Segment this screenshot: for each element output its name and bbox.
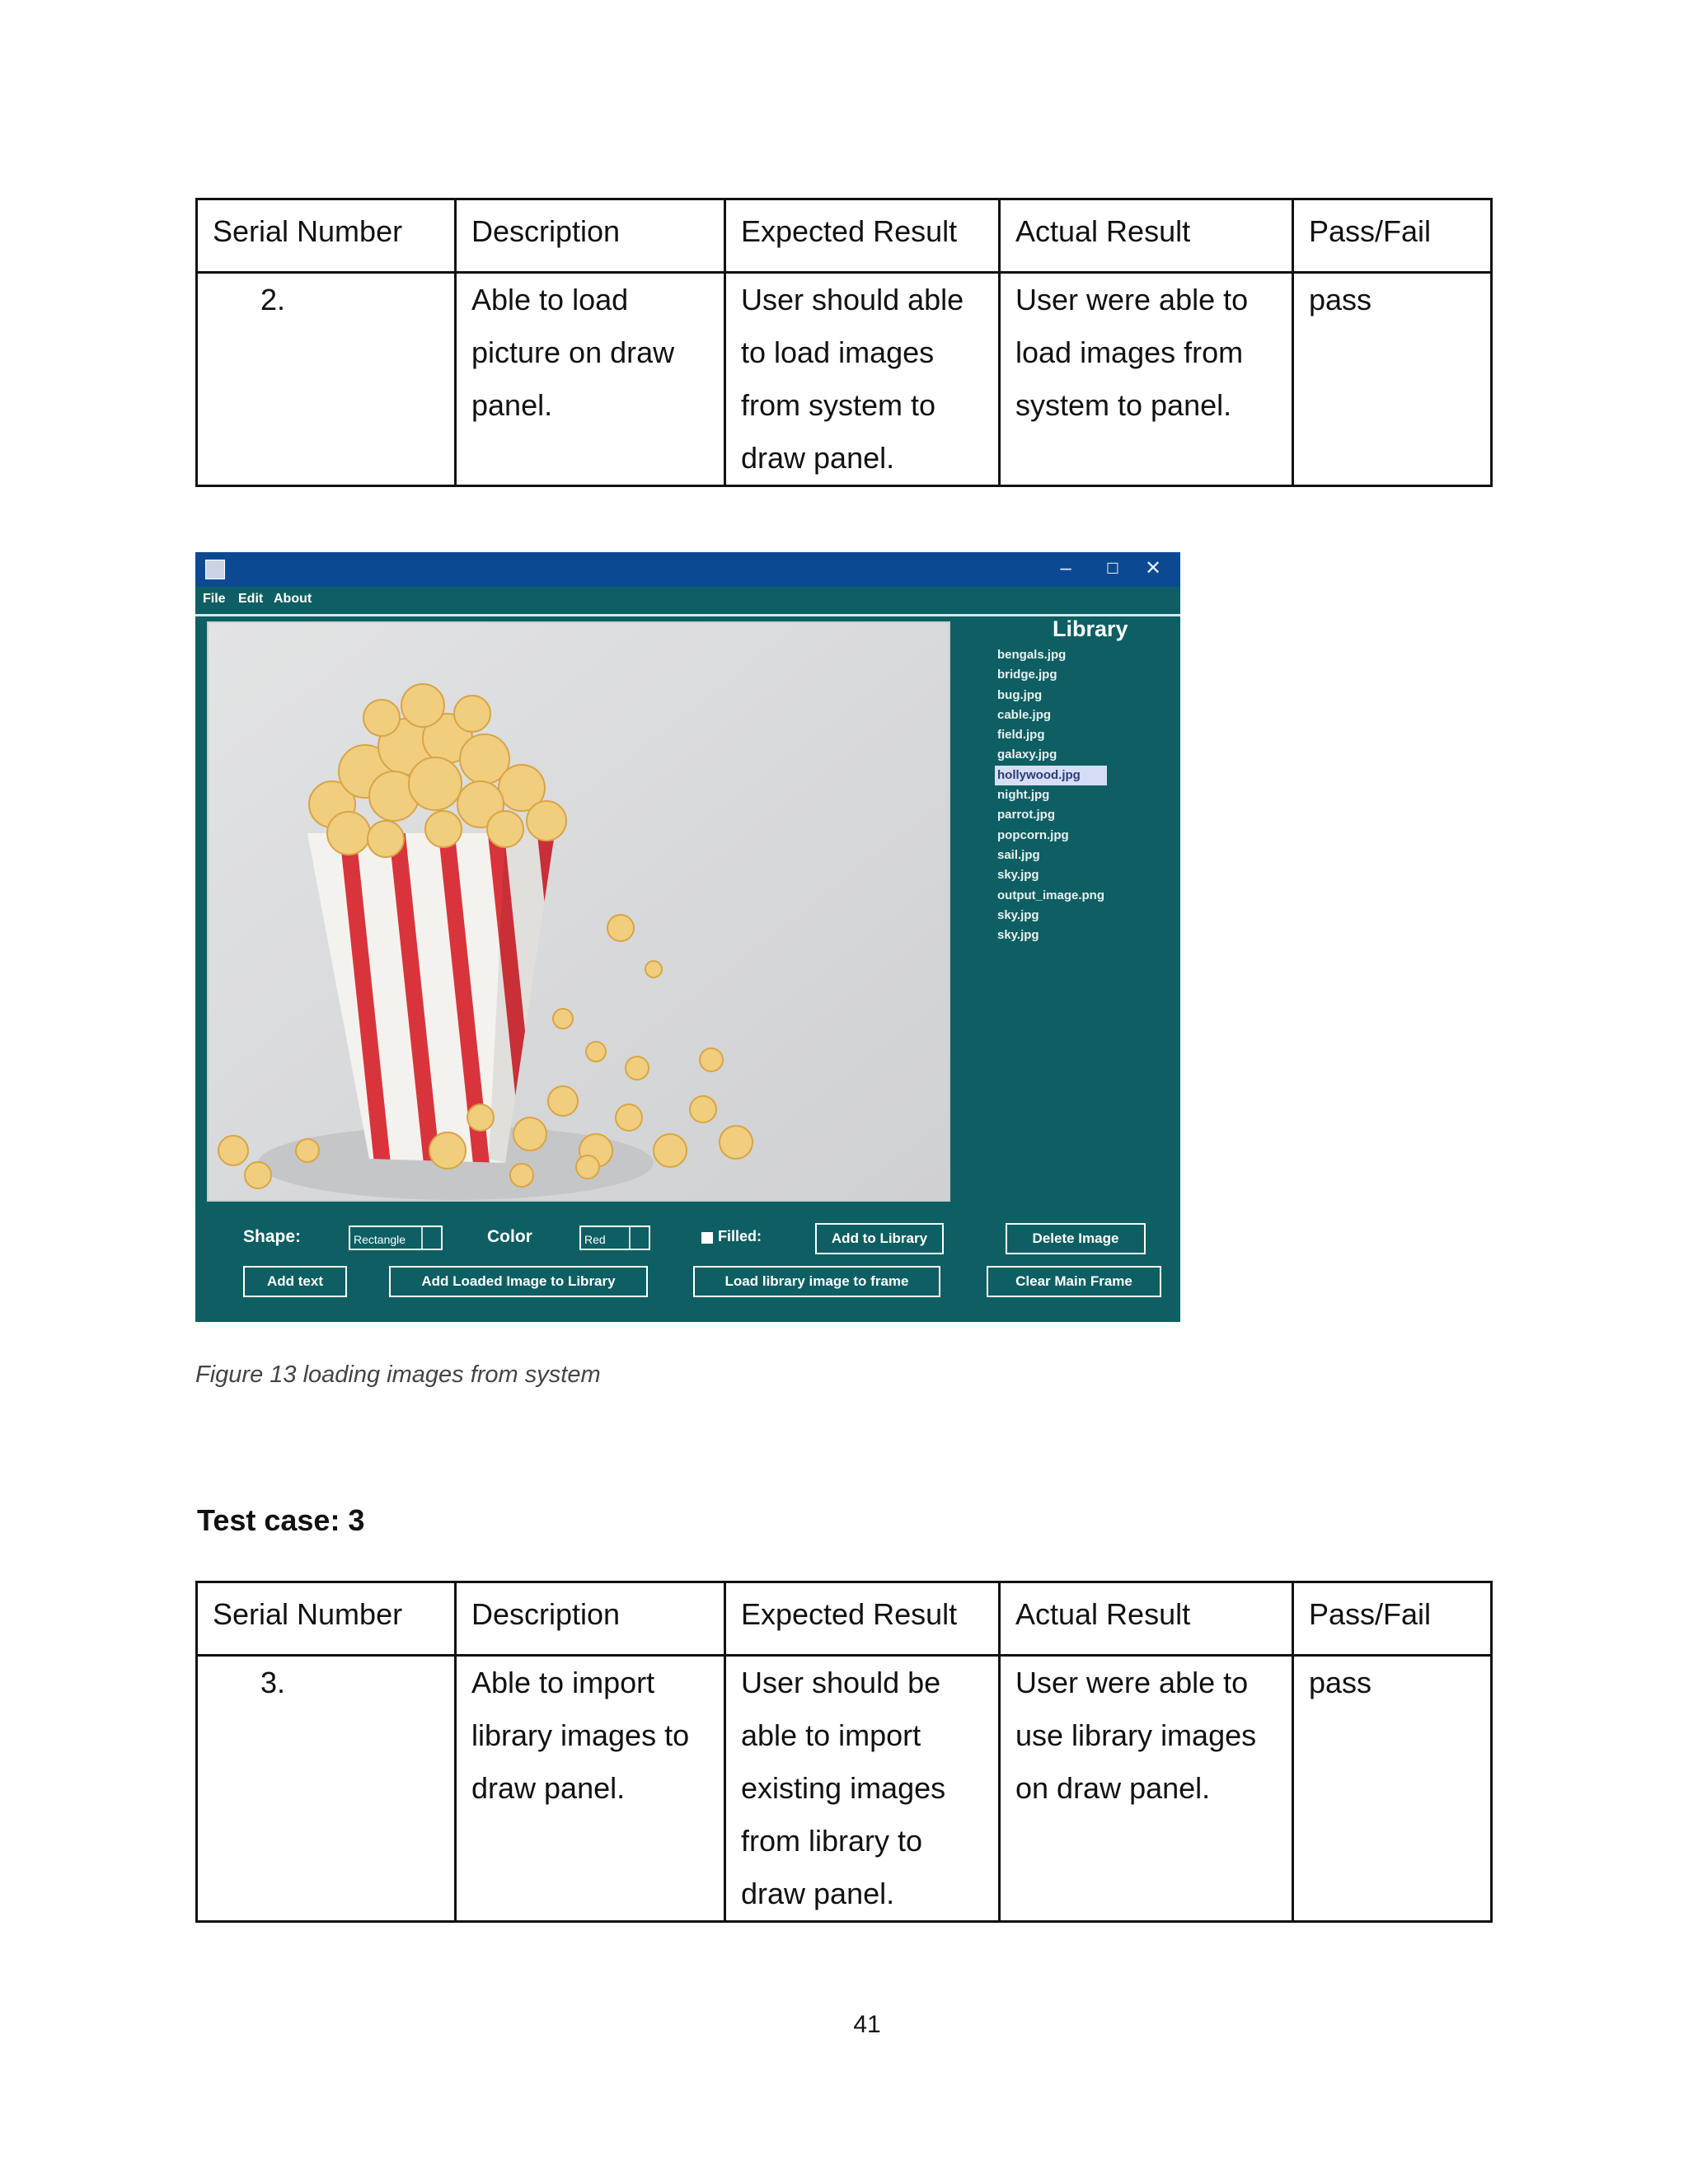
color-select-value: Red [584, 1233, 606, 1246]
text-line: system to panel. [1015, 388, 1232, 422]
menu-file[interactable]: File [203, 592, 226, 606]
text-line: to load images [741, 335, 935, 369]
filled-checkbox[interactable] [701, 1232, 713, 1244]
library-list[interactable] [995, 645, 1107, 945]
color-select[interactable] [579, 1226, 650, 1250]
dropdown-arrow-icon [421, 1227, 441, 1249]
text-line: existing images [741, 1771, 946, 1805]
text-line: picture on draw [471, 335, 675, 369]
color-label: Color [487, 1227, 532, 1246]
text-line: Able to import [471, 1666, 655, 1699]
text-line: use library images [1015, 1718, 1257, 1752]
result-cell: pass [1293, 273, 1492, 486]
list-item[interactable]: sky.jpg [997, 928, 1039, 943]
list-item[interactable]: sky.jpg [997, 907, 1039, 922]
description-cell [456, 1656, 725, 1922]
list-item[interactable]: sail.jpg [997, 847, 1040, 862]
text-line: load images from [1015, 335, 1244, 369]
list-item[interactable]: bengals.jpg [997, 648, 1067, 662]
actual-cell [1000, 273, 1293, 486]
app-screenshot [195, 552, 1180, 1322]
text-line: library images to [471, 1718, 690, 1752]
text-line: Able to load [471, 283, 629, 316]
expected-cell [725, 273, 1000, 486]
library-title: Library [1053, 616, 1128, 641]
add-loaded-image-button[interactable]: Add Loaded Image to Library [389, 1266, 648, 1297]
shape-select[interactable] [349, 1226, 443, 1250]
header-expected: Expected Result [725, 199, 1000, 273]
section-heading: Test case: 3 [197, 1503, 365, 1537]
header-expected: Expected Result [725, 1582, 1000, 1656]
delete-image-button[interactable]: Delete Image [1006, 1223, 1146, 1254]
test-case-table-3 [195, 1581, 1493, 1923]
text-line: User were able to [1015, 1666, 1249, 1699]
list-item[interactable]: bug.jpg [997, 687, 1043, 702]
list-item[interactable]: bridge.jpg [997, 668, 1057, 682]
header-description: Description [456, 1582, 725, 1656]
add-text-button[interactable]: Add text [243, 1266, 347, 1297]
draw-panel[interactable] [207, 621, 950, 1202]
shape-label: Shape: [243, 1227, 302, 1246]
close-button[interactable]: ✕ [1144, 557, 1162, 579]
list-item[interactable]: galaxy.jpg [997, 748, 1057, 762]
minimize-button[interactable]: – [1060, 557, 1071, 579]
list-item[interactable]: cable.jpg [997, 707, 1052, 722]
table-row [197, 273, 1492, 486]
text-line: draw panel. [741, 441, 895, 475]
text-line: User were able to [1015, 283, 1249, 316]
list-item-selected[interactable]: hollywood.jpg [995, 766, 1107, 785]
add-to-library-button[interactable]: Add to Library [815, 1223, 944, 1254]
list-item[interactable]: night.jpg [997, 788, 1050, 803]
table-header-row [197, 199, 1492, 273]
header-serial: Serial Number [197, 199, 456, 273]
list-item[interactable]: field.jpg [997, 728, 1045, 743]
maximize-button[interactable]: ☐ [1105, 560, 1120, 577]
text-line: User should be [741, 1666, 941, 1699]
header-serial: Serial Number [197, 1582, 456, 1656]
text-line: from system to [741, 388, 936, 422]
header-result: Pass/Fail [1293, 199, 1492, 273]
table-header-row [197, 1582, 1492, 1656]
header-actual: Actual Result [1000, 1582, 1293, 1656]
table-row [197, 1656, 1492, 1922]
serial-cell: 3. [197, 1656, 456, 1922]
text-line: on draw panel. [1015, 1771, 1211, 1805]
text-line: draw panel. [471, 1771, 626, 1805]
java-app-icon [205, 560, 225, 579]
dropdown-arrow-icon [629, 1227, 649, 1249]
text-line: User should able [741, 283, 964, 316]
text-line: draw panel. [741, 1877, 895, 1910]
shape-select-value: Rectangle [354, 1233, 406, 1246]
header-result: Pass/Fail [1293, 1582, 1492, 1656]
result-cell: pass [1293, 1656, 1492, 1922]
list-item[interactable]: popcorn.jpg [997, 827, 1069, 842]
header-description: Description [456, 199, 725, 273]
filled-label: Filled: [718, 1228, 762, 1244]
expected-cell [725, 1656, 1000, 1922]
load-library-image-button[interactable]: Load library image to frame [693, 1266, 940, 1297]
menu-edit[interactable]: Edit [238, 592, 264, 606]
page-number: 41 [853, 2011, 881, 2038]
list-item[interactable]: parrot.jpg [997, 808, 1055, 823]
actual-cell [1000, 1656, 1293, 1922]
description-cell [456, 273, 725, 486]
clear-main-frame-button[interactable]: Clear Main Frame [987, 1266, 1161, 1297]
text-line: panel. [471, 388, 553, 422]
window-titlebar [195, 552, 1180, 587]
header-actual: Actual Result [1000, 199, 1293, 273]
list-item[interactable]: sky.jpg [997, 868, 1039, 883]
text-line: able to import [741, 1718, 921, 1752]
menu-bar [195, 587, 1180, 616]
text-line: from library to [741, 1824, 923, 1858]
test-case-table-2 [195, 198, 1493, 487]
popcorn-box-photo [209, 623, 949, 1200]
list-item[interactable]: output_image.png [997, 888, 1104, 902]
menu-about[interactable]: About [274, 592, 312, 606]
figure-caption: Figure 13 loading images from system [195, 1361, 601, 1388]
serial-cell: 2. [197, 273, 456, 486]
